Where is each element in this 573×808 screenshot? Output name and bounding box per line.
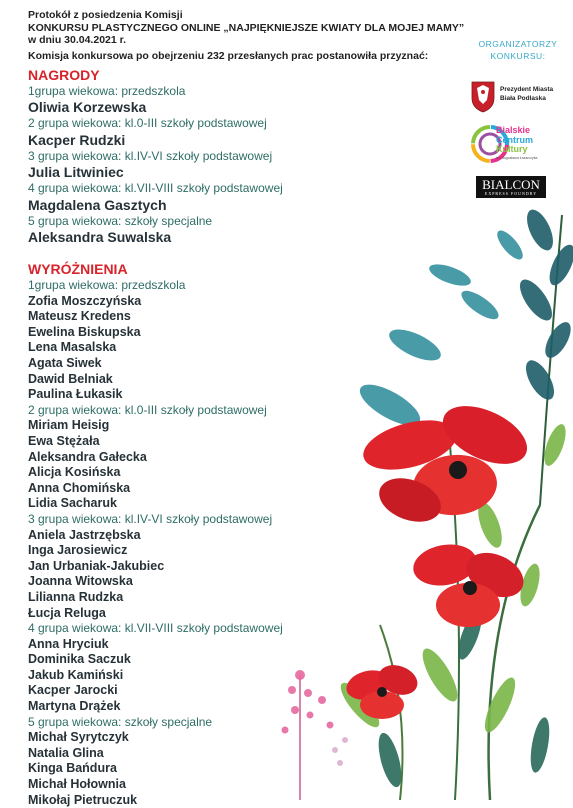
distinction-name: Lilianna Rudzka bbox=[28, 589, 124, 604]
distinctions-group-2 bbox=[28, 403, 408, 512]
distinction-name: Aniela Jastrzębska bbox=[28, 527, 141, 542]
winner-name: Julia Litwiniec bbox=[28, 164, 124, 181]
distinction-name: Alicja Kosińska bbox=[28, 465, 121, 480]
bck-logo-line-3: Kultury bbox=[496, 144, 528, 154]
bialcon-logo-tagline: EXPRESS FOUNDRY bbox=[484, 191, 538, 196]
distinction-name: Kacper Jarocki bbox=[28, 683, 118, 698]
document-header bbox=[28, 9, 488, 47]
winner-name: Oliwia Korzewska bbox=[28, 99, 147, 116]
organizers-title bbox=[468, 38, 568, 62]
city-logo-line-2: Biała Podlaska bbox=[500, 94, 546, 102]
organizers-title-line-1: ORGANIZATORZY bbox=[478, 39, 558, 49]
distinction-name: Agata Siwek bbox=[28, 356, 102, 370]
distinctions-group-4 bbox=[28, 621, 408, 715]
bialcon-logo bbox=[476, 176, 546, 198]
group-label: 4 grupa wiekowa: kl.VII-VIII szkoły podstawowej bbox=[28, 621, 283, 636]
medium-red-poppy bbox=[410, 540, 531, 627]
results-list bbox=[28, 66, 408, 808]
distinction-name: Zofia Moszczyńska bbox=[28, 293, 142, 308]
distinctions-title: WYRÓŻNIENIA bbox=[28, 261, 128, 278]
group-label: 5 grupa wiekowa: szkoły specjalne bbox=[28, 213, 213, 228]
header-line-2: KONKURSU PLASTYCZNEGO ONLINE „NAJPIĘKNIEJSZE KWIATY DLA MOJEJ MAMY” bbox=[28, 21, 465, 34]
group-label: 2 grupa wiekowa: kl.0-III szkoły podstawowej bbox=[28, 116, 267, 131]
group-label: 4 grupa wiekowa: kl.VII-VIII szkoły podstawowej bbox=[28, 181, 283, 196]
distinction-name: Paulina Łukasik bbox=[28, 387, 123, 402]
awards-group-2 bbox=[28, 116, 408, 148]
bck-logo-line-2: Centrum bbox=[496, 134, 534, 145]
distinction-name: Ewelina Biskupska bbox=[28, 324, 141, 339]
header-line-1: Protokół z posiedzenia Komisji bbox=[28, 9, 183, 21]
distinction-name: Dawid Belniak bbox=[28, 371, 113, 386]
distinction-name: Jan Urbaniak-Jakubiec bbox=[28, 558, 165, 573]
distinction-name: Joanna Witowska bbox=[28, 574, 133, 589]
distinction-name: Łucja Reluga bbox=[28, 605, 106, 620]
distinction-name: Martyna Drążek bbox=[28, 699, 121, 714]
group-label: 3 grupa wiekowa: kl.IV-VI szkoły podstawowej bbox=[28, 511, 273, 526]
distinctions-group-1 bbox=[28, 278, 408, 403]
distinction-name: Lidia Sacharuk bbox=[28, 496, 117, 511]
awards-title: NAGRODY bbox=[28, 67, 100, 83]
city-president-logo bbox=[470, 80, 570, 114]
distinction-name: Anna Chomińska bbox=[28, 480, 131, 495]
distinction-name: Lena Masalska bbox=[28, 340, 117, 355]
distinction-name: Miriam Heisig bbox=[28, 418, 110, 433]
bck-logo-line-1: Bialskie bbox=[496, 125, 531, 135]
bck-logo-text bbox=[496, 126, 537, 161]
awards-group-5 bbox=[28, 214, 408, 246]
awards-group-1 bbox=[28, 84, 408, 116]
distinction-name: Mateusz Kredens bbox=[28, 309, 131, 324]
bck-logo-line-4: im. Bogusława Łazarczyka bbox=[496, 155, 538, 160]
header-line-3: w dniu 30.04.2021 r. bbox=[28, 34, 127, 46]
distinction-name: Michał Syrytczyk bbox=[28, 730, 129, 745]
distinction-name: Aleksandra Gałecka bbox=[28, 449, 147, 464]
distinction-name: Jakub Kamiński bbox=[28, 667, 124, 682]
distinction-name: Inga Jarosiewicz bbox=[28, 543, 128, 558]
distinction-name: Anna Hryciuk bbox=[28, 636, 109, 651]
distinction-name: Michał Hołownia bbox=[28, 777, 126, 792]
distinction-name: Ewa Stężała bbox=[28, 433, 100, 448]
bck-logo bbox=[470, 122, 570, 166]
distinction-name: Dominika Saczuk bbox=[28, 652, 131, 667]
group-label: 1grupa wiekowa: przedszkola bbox=[28, 84, 186, 98]
organizers-title-line-2: KONKURSU: bbox=[490, 51, 546, 61]
awards-group-4 bbox=[28, 181, 408, 213]
group-label: 2 grupa wiekowa: kl.0-III szkoły podstawowej bbox=[28, 402, 267, 417]
group-label: 5 grupa wiekowa: szkoły specjalne bbox=[28, 714, 213, 729]
distinctions-groups bbox=[28, 278, 408, 808]
distinctions-group-3 bbox=[28, 512, 408, 621]
distinctions-group-5 bbox=[28, 715, 408, 808]
winner-name: Kacper Rudzki bbox=[28, 131, 126, 148]
city-logo-text bbox=[500, 86, 553, 103]
group-label: 1grupa wiekowa: przedszkola bbox=[28, 278, 186, 293]
winner-name: Aleksandra Suwalska bbox=[28, 229, 172, 246]
group-label: 3 grupa wiekowa: kl.IV-VI szkoły podstawowej bbox=[28, 148, 273, 163]
distinctions-section bbox=[28, 260, 408, 808]
distinction-name: Kinga Bańdura bbox=[28, 761, 117, 776]
awards-group-3 bbox=[28, 149, 408, 181]
distinction-name: Natalia Glina bbox=[28, 745, 104, 760]
distinction-name: Mikołaj Pietruczuk bbox=[28, 792, 138, 807]
awards-section bbox=[28, 66, 408, 246]
intro-text: Komisja konkursowa po obejrzeniu 232 przesłanych prac postanowiła przyznać: bbox=[28, 50, 429, 62]
bialcon-logo-name: BIALCON bbox=[482, 177, 540, 192]
city-logo-line-1: Prezydent Miasta bbox=[500, 86, 554, 93]
winner-name: Magdalena Gasztych bbox=[28, 196, 167, 213]
